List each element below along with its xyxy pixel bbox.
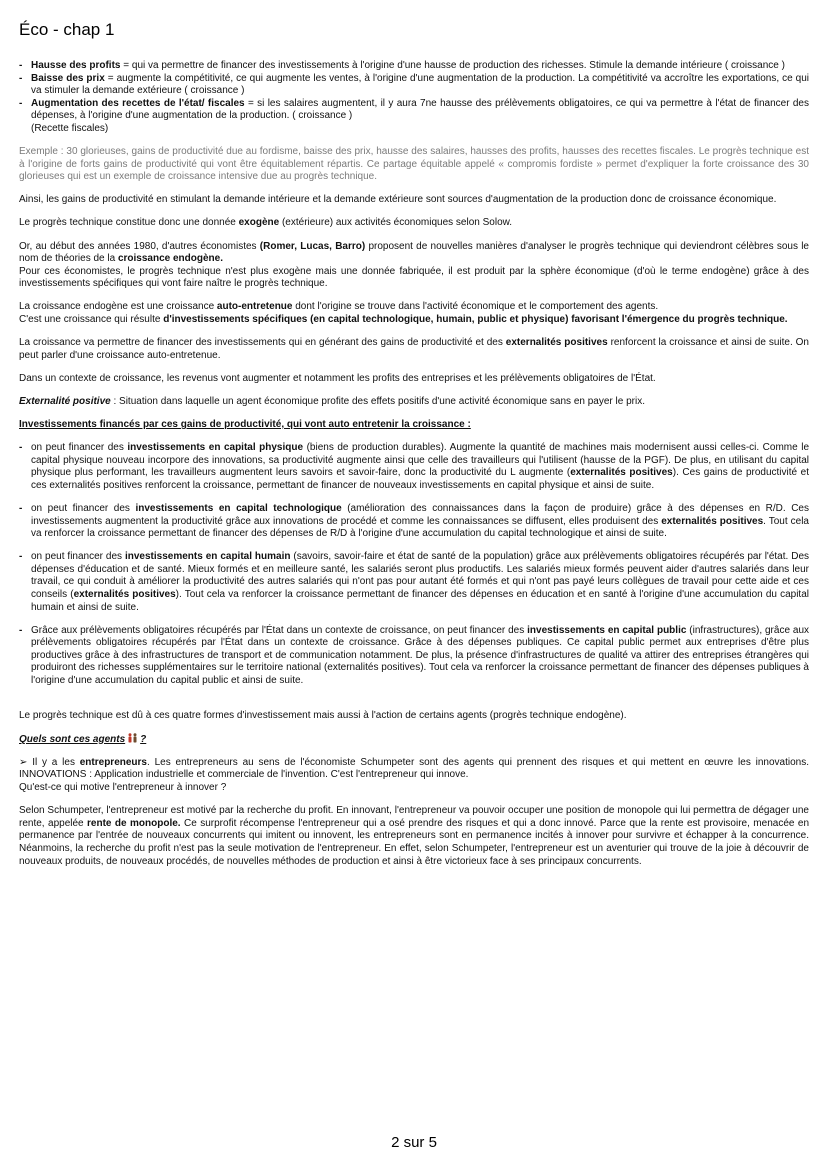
- example-paragraph: Exemple : 30 glorieuses, gains de productivité due au fordisme, baisse des prix, hausse des salaires, hausses des profits, hausses des recettes fiscales. Le progrès technique est à l'origine de forts gains de productivité qui vont être équitablement répartis. Ce partage équitable appelé « compromis fordiste » permet d'expliquer la forte croissance des 30 glorieuses qui est un exemple de croissance intensive due au progrès technique.: [19, 146, 809, 183]
- paragraph-schumpeter: Selon Schumpeter, l'entrepreneur est motivé par la recherche du profit. En innovant, l'entrepreneur va pouvoir occuper une position de monopole qui lui permettra de dégager une rente, appelée rente de monopole. Ce surprofit récompense l'entrepreneur qui a osé prendre des risques et qui a donc innové. Parce que la rente est provisoire, menacée en permanence par l'entrée de nouveaux concurrents qui imitent ou innovent, les entrepreneurs sont en permanence incités à innover pour survivre et échapper à la concurrence. Néanmoins, la recherche du profit n'est pas la seule motivation de l'entrepreneur. En effet, selon Schumpeter, l'entrepreneur est un aventurier qui trouve de la joie à découvrir de nouveaux produits, de nouveaux procédés, de nouvelles méthodes de production et ainsi à être victorieux face à ses principaux concurrents.: [19, 805, 810, 867]
- bullet-dash: -: [19, 624, 23, 636]
- bullet-dash: -: [19, 502, 23, 514]
- paragraph-ainsi: Ainsi, les gains de productivité en stimulant la demande intérieure et la demande extérieure sont sources d'augmentation de la production donc de croissance économique.: [19, 194, 777, 206]
- document-body: [19, 60, 809, 868]
- bullet-dash: -: [19, 97, 23, 109]
- bullet-baisse-prix: - Baisse des prix = augmente la compétitivité, ce qui augmente les ventes, à l'origine d'une augmentation de la production. La compétitivité va accroître les exportations, ce qui va stimuler la demande extérieure ( croissance ): [19, 72, 809, 97]
- arrow-icon: ➢: [19, 756, 28, 768]
- paragraph-quatre-formes: Le progrès technique est dû à ces quatre formes d'investissement mais aussi à l'action de certains agents (progrès technique endogène).: [19, 709, 627, 721]
- page-number: 2 sur 5: [391, 1134, 437, 1151]
- bullet-dash: -: [19, 551, 23, 563]
- paragraph-externalites: La croissance va permettre de financer des investissements qui en générant des gains de productivité et des externalités positives renforcent la croissance et ainsi de suite. On peut parler d'une croissance auto-entretenue.: [19, 337, 809, 361]
- paragraph-auto-entretenue: La croissance endogène est une croissance auto-entretenue dont l'origine se trouve dans l'activité économique et le comportement des agents. C'est une croissance qui résulte d'investissements spécifiques (en capital technologique, humain, public et physique) favorisant l'émergence du progrès technique.: [19, 301, 788, 325]
- bullet-capital-physique: - on peut financer des investissements en capital physique (biens de production durables). Augmente la quantité de machines mais modernisent aussi celles-ci. Comme le capital physique nouveau incorpore des innovations, sa productivité augmente ainsi que celle des travailleurs qui l'utilisent (hausse de la PGF). De plus, en utilisant du capital physique plus performant, les travailleurs augmentent leurs savoirs et savoir-faire, donc la productivité du L augmente (externalités positives). Ces gains de productivité et ces externalités positives renforcent la croissance, permettant de financer de nouveaux investissements en capital physique et ainsi de suite.: [19, 442, 809, 491]
- paragraph-entrepreneurs: ➢ Il y a les entrepreneurs. Les entrepreneurs au sens de l'économiste Schumpeter sont des agents qui prennent des risques et qui mettent en œuvre les innovations. INNOVATIONS : Application industrielle et commerciale de l'invention. C'est l'entrepreneur qui innove. Qu'est-ce qui motive l'entrepreneur à innover ?: [19, 756, 809, 794]
- bullet-hausse-profits: - Hausse des profits = qui va permettre de financer des investissements à l'origine d'une hausse de production des richesses. Stimule la demande intérieure ( croissance ): [19, 60, 785, 71]
- bullet-recettes-fiscales: - Augmentation des recettes de l'état/ fiscales = si les salaires augmentent, il y aura 7ne hausse des prélèvements obligatoires, ce qui va permettre à l'état de financer des dépenses, à l'origine d'une augmentation de la production. ( croissance ) (Recette fiscales): [19, 97, 809, 134]
- section-heading-investissements: Investissements financés par ces gains de productivité, qui vont auto entretenir la croissance :: [19, 418, 471, 430]
- people-icon: [127, 733, 138, 743]
- paragraph-exogene: Le progrès technique constitue donc une donnée exogène (extérieure) aux activités économiques selon Solow.: [19, 217, 513, 229]
- bullet-capital-humain: - on peut financer des investissements en capital humain (savoirs, savoir-faire et état de santé de la population) grâce aux prélèvements obligatoires récupérés par l'état. Des dépenses d'éducation et de santé. Mieux formés et en meilleure santé, les salariés seront plus productifs. Les salariés mieux formés peuvent aider d'autres salariés dans leur travail, ce qui conduit à améliorer la productivité des autres salariés qui n'ont pas pour autant été formés et qui n'ont pas payé leurs collègues de travail pour cette aide et ces conseils (externalités positives). Tout cela va renforcer la croissance permettant de financer des dépenses en éducation et en santé à l'origine d'une accumulation du capital humain et ainsi de suite.: [19, 551, 809, 613]
- bullet-capital-technologique: - on peut financer des investissements en capital technologique (amélioration des connaissances dans la façon de produire) grâce à des dépenses en R/D. Ces investissements augmentent la productivité grâce aux innovations de procédé et comme les connaissances se diffusent, elles produisent des externalités positives. Tout cela va renforcer la croissance permettant de financer des dépenses de R/D à l'origine d'une accumulation du capital technologique et ainsi de suite.: [19, 502, 809, 540]
- bullet-capital-public: - Grâce aux prélèvements obligatoires récupérés par l'État dans un contexte de croissance, on peut financer des investissements en capital public (infrastructures), grâce aux prélèvements obligatoires récupérés par l'État dans un contexte de croissance. Grâce à des dépenses publiques. Ce capital public permet aux entreprises d'être plus productives grâce à des infrastructures de transport et de communication notamment. De plus, la présence d'infrastructures de qualité va attirer des entreprises étrangères qui produiront des richesses supplémentaires sur le territoire national (externalités positives). Tout cela va renforcer la croissance permettant de financer des dépenses publiques à l'origine d'une accumulation du capital public et ainsi de suite.: [19, 624, 810, 687]
- page-title: Éco - chap 1: [19, 20, 115, 39]
- bullet-dash: -: [19, 72, 23, 84]
- bullet-dash: -: [19, 442, 23, 454]
- definition-externalite: Externalité positive : Situation dans laquelle un agent économique profite des effets positifs d'une activité économique sans en payer le prix.: [19, 395, 645, 407]
- paragraph-contexte: Dans un contexte de croissance, les revenus vont augmenter et notamment les profits des entreprises et les prélèvements obligatoires de l'État.: [19, 372, 656, 384]
- agents-heading: Quels sont ces agents ?: [19, 733, 147, 745]
- paragraph-croissance-endogene: Or, au début des années 1980, d'autres économistes (Romer, Lucas, Barro) proposent de nouvelles manières d'analyser le progrès technique qui deviendront célèbres sous le nom de théories de la croissance endogène. Pour ces économistes, le progrès technique n'est plus exogène mais une donnée fabriquée, il est produit par la sphère économique (d'où le terme endogène) grâce à des investissements spécifiques qui vont faire naître le progrès technique.: [19, 240, 809, 290]
- bullet-dash: -: [19, 60, 23, 71]
